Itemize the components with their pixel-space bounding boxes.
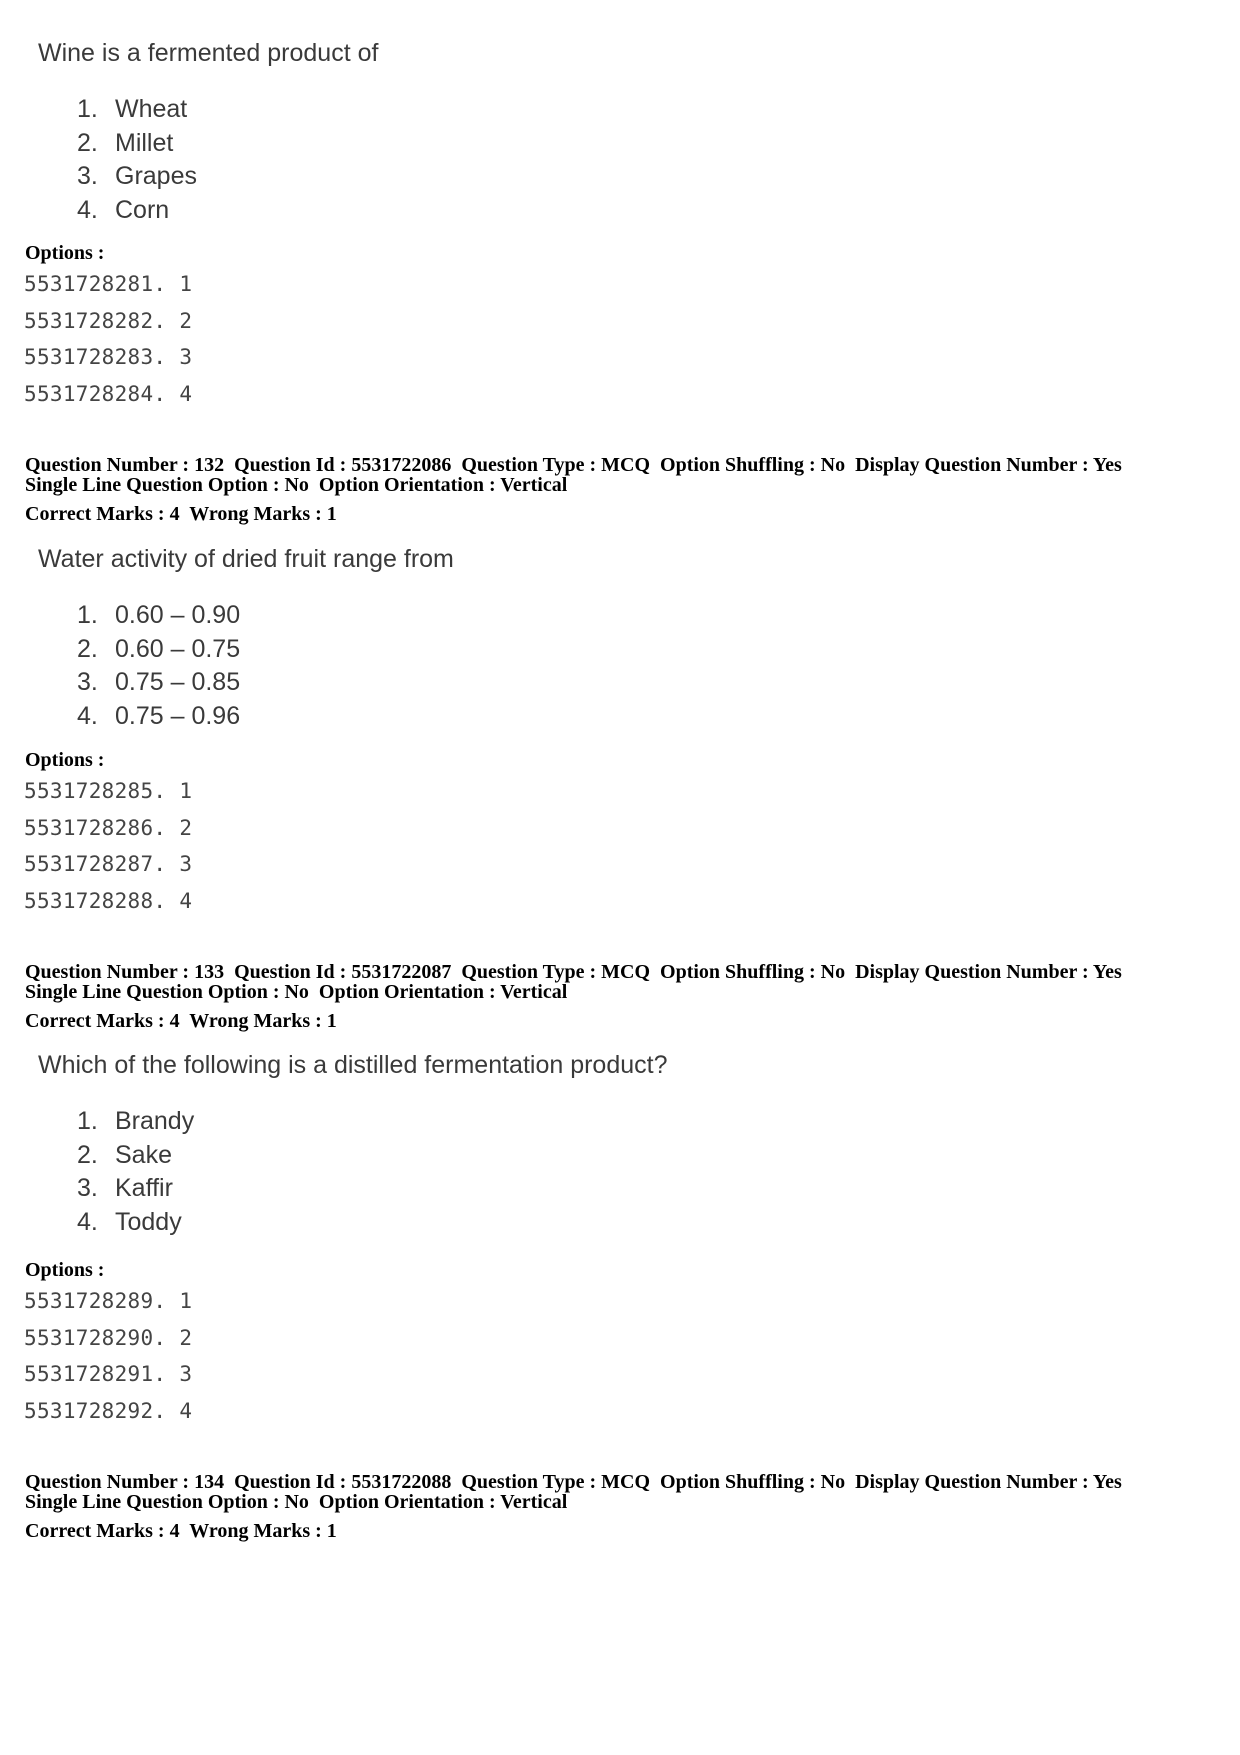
question-132-choices	[38, 599, 454, 733]
choice-item: 1. 0.60 – 0.90	[77, 601, 241, 629]
question-133-stem: Which of the following is a distilled fermentation product?	[38, 1051, 668, 1079]
choice-item: 3. Grapes	[77, 162, 197, 190]
option-id: 5531728281. 1	[24, 272, 193, 296]
question-131-stem: Wine is a fermented product of	[38, 39, 379, 67]
question-133-image	[38, 1050, 668, 1239]
choice-item: 4. Corn	[77, 195, 170, 224]
option-id: 5531728285. 1	[24, 779, 193, 803]
question-132-marks: Correct Marks : 4 Wrong Marks : 1	[25, 503, 337, 525]
choice-item: 4. Toddy	[77, 1207, 182, 1236]
question-133-meta	[25, 962, 1225, 1002]
meta-line: Single Line Question Option : No Option Orientation : Vertical	[25, 981, 568, 1003]
question-134-marks: Correct Marks : 4 Wrong Marks : 1	[25, 1520, 337, 1542]
options-label: Options :	[25, 242, 105, 264]
question-132-image	[38, 544, 454, 733]
options-label: Options :	[25, 1259, 105, 1281]
option-id: 5531728291. 3	[24, 1362, 193, 1387]
option-id: 5531728284. 4	[24, 382, 193, 407]
option-id: 5531728289. 1	[24, 1289, 193, 1313]
question-134-meta	[25, 1472, 1225, 1512]
choice-item: 2. 0.60 – 0.75	[77, 634, 241, 663]
question-133-marks: Correct Marks : 4 Wrong Marks : 1	[25, 1010, 337, 1032]
choice-item: 3. 0.75 – 0.85	[77, 668, 241, 696]
choice-item: 4. 0.75 – 0.96	[77, 701, 241, 730]
question-132-option-ids	[24, 773, 192, 920]
option-id: 5531728287. 3	[24, 852, 193, 877]
option-id: 5531728286. 2	[24, 815, 193, 840]
question-133-choices	[38, 1105, 668, 1239]
option-id: 5531728288. 4	[24, 889, 193, 914]
meta-line: Question Number : 132 Question Id : 5531722086 Question Type : MCQ Option Shuffling : No Display Question Number : Yes	[25, 454, 1122, 476]
option-id: 5531728283. 3	[24, 345, 193, 370]
meta-line: Single Line Question Option : No Option Orientation : Vertical	[25, 474, 568, 496]
question-131-option-ids	[24, 266, 192, 413]
meta-line: Question Number : 134 Question Id : 5531722088 Question Type : MCQ Option Shuffling : No Display Question Number : Yes	[25, 1471, 1122, 1493]
option-id: 5531728282. 2	[24, 308, 193, 333]
choice-item: 1. Brandy	[77, 1107, 195, 1135]
choice-item: 3. Kaffir	[77, 1174, 173, 1202]
option-id: 5531728290. 2	[24, 1325, 193, 1350]
question-132-meta	[25, 455, 1225, 495]
option-id: 5531728292. 4	[24, 1399, 193, 1424]
meta-line: Question Number : 133 Question Id : 5531722087 Question Type : MCQ Option Shuffling : No Display Question Number : Yes	[25, 961, 1122, 983]
question-131-image	[38, 38, 378, 227]
question-131-choices	[38, 93, 378, 227]
choice-item: 2. Sake	[77, 1140, 172, 1169]
question-132-stem: Water activity of dried fruit range from	[38, 545, 454, 573]
meta-line: Single Line Question Option : No Option Orientation : Vertical	[25, 1491, 568, 1513]
choice-item: 1. Wheat	[77, 95, 188, 123]
question-133-option-ids	[24, 1283, 192, 1430]
choice-item: 2. Millet	[77, 128, 174, 157]
options-label: Options :	[25, 749, 105, 771]
